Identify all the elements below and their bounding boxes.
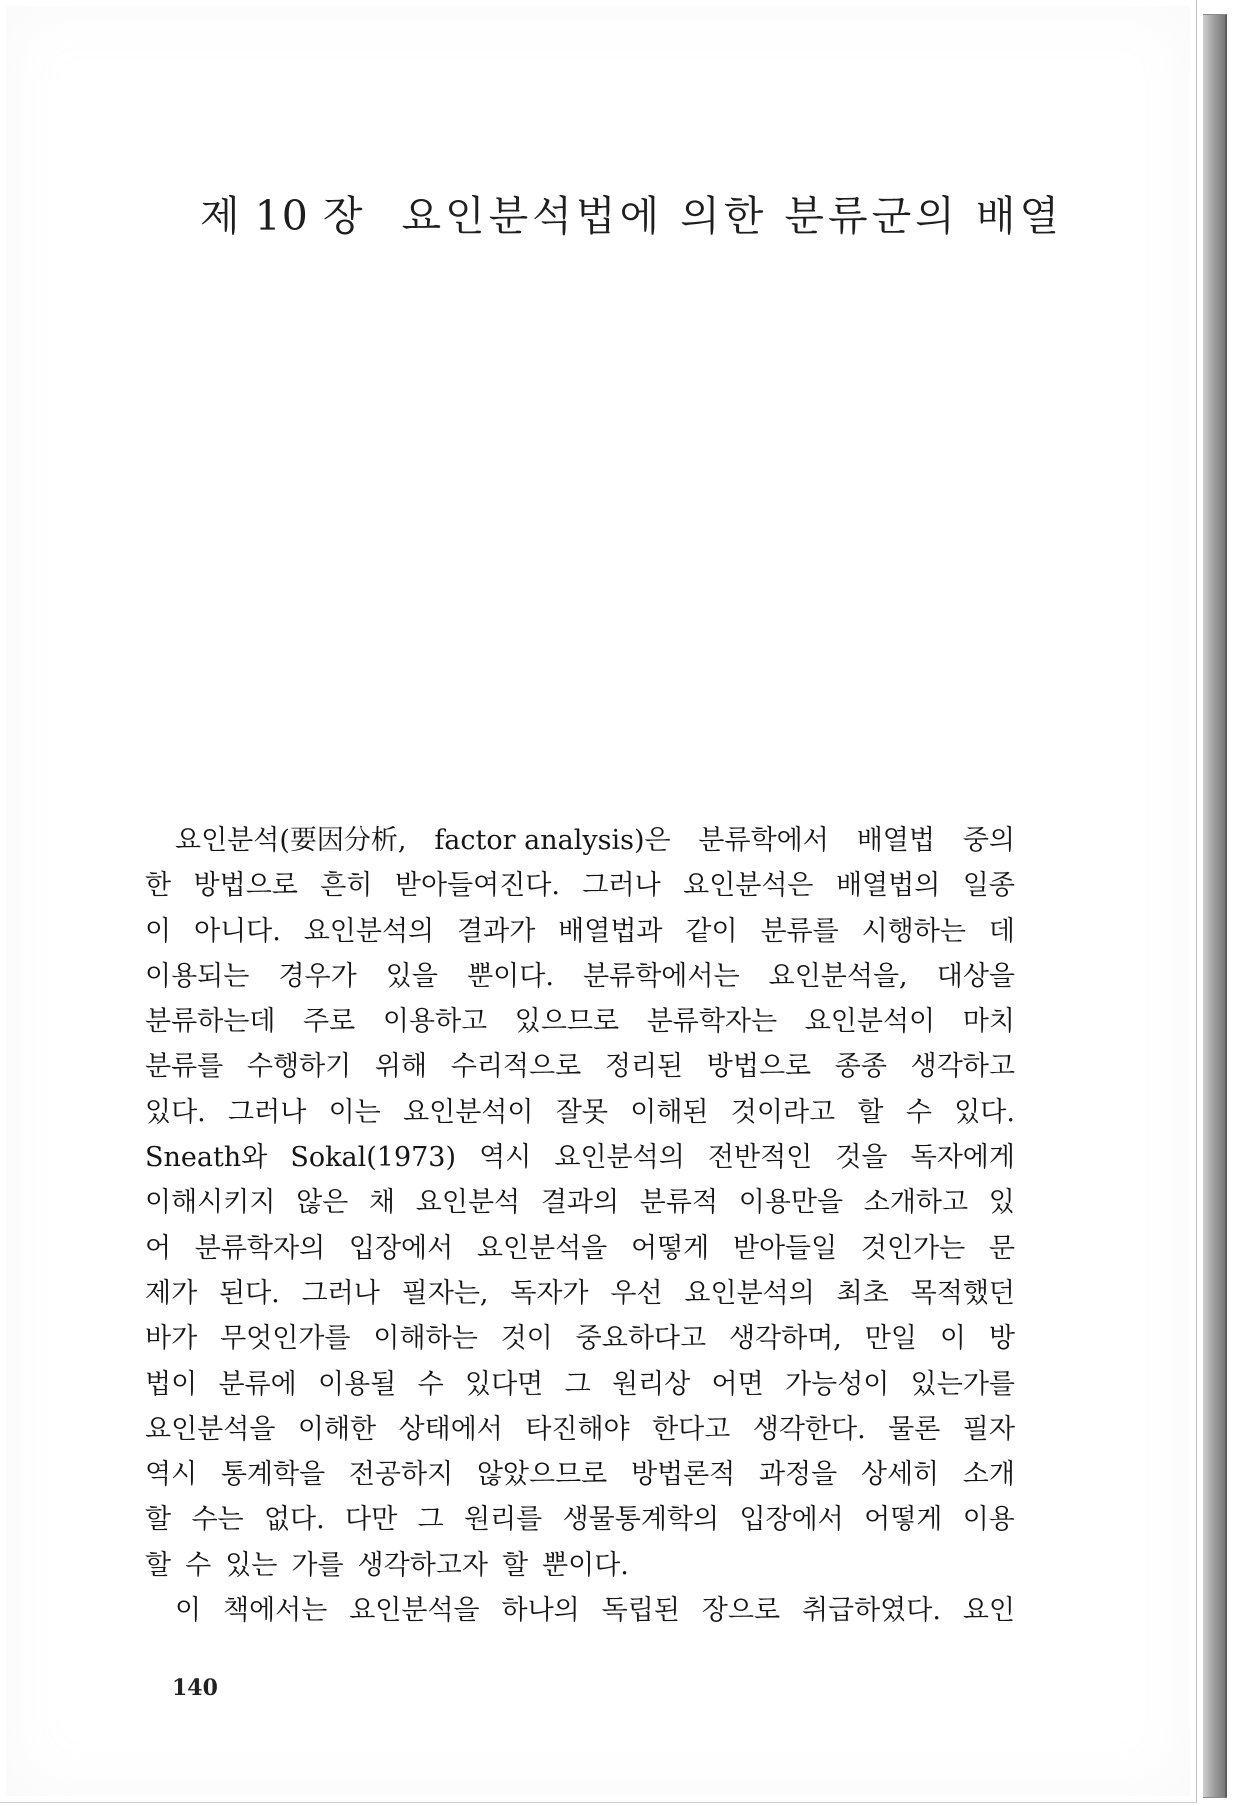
word: 결과의 <box>540 1187 620 1219</box>
word: 방법으로 <box>193 870 298 902</box>
word: 요인분석 <box>415 1187 521 1219</box>
word: 할 <box>857 1096 884 1128</box>
word: 이용 <box>962 1504 1015 1536</box>
word: 생각한다. <box>752 1413 866 1445</box>
word: 요인분석의 <box>303 915 435 947</box>
word: 할 <box>501 1549 529 1581</box>
word: 분류하는데 <box>145 1006 276 1038</box>
word: 이해한 <box>297 1413 377 1445</box>
word: 원리상 <box>611 1368 691 1400</box>
text-line <box>145 954 1015 999</box>
word: 우선 <box>610 1277 663 1309</box>
word: 필자 <box>962 1413 1015 1445</box>
word: 취급하였다. <box>801 1595 941 1627</box>
text-line <box>145 1226 1015 1271</box>
word: 배열법과 <box>558 915 663 947</box>
word: 요인분석이 <box>804 1006 936 1038</box>
word: 흔히 <box>320 870 373 902</box>
word: 생각하고 <box>910 1051 1015 1083</box>
word: 있는가를 <box>910 1368 1015 1400</box>
word: 이 <box>175 1595 202 1627</box>
word: 생각하며, <box>728 1323 842 1355</box>
word: 어떻게 <box>864 1504 943 1536</box>
word: 있다. <box>145 1096 206 1128</box>
word: 소개 <box>962 1459 1015 1491</box>
word: 주로 <box>303 1006 356 1038</box>
word: 이는 <box>328 1096 381 1128</box>
chapter-heading <box>200 183 1063 242</box>
word: 과정을 <box>758 1459 838 1491</box>
word: 일종 <box>962 870 1015 902</box>
word: 분류학에서 <box>698 825 829 856</box>
text-line <box>145 1362 1015 1407</box>
word: 가를 <box>291 1549 344 1581</box>
word: 요인분석이 <box>403 1096 534 1128</box>
word: 것이 <box>500 1323 553 1355</box>
word: 분류학자는 <box>646 1006 778 1038</box>
word: 이 <box>939 1323 966 1355</box>
word: 않은 <box>296 1187 349 1219</box>
text-line <box>145 1271 1015 1316</box>
word: 것을 <box>835 1142 888 1174</box>
word: 있는 <box>225 1549 278 1581</box>
word: 제가 <box>145 1277 198 1309</box>
word: 어떻게 <box>630 1232 710 1264</box>
chapter-title-text: 요인분석법에 의한 분류군의 배열 <box>401 192 1064 240</box>
text-line <box>145 1135 1015 1180</box>
word: 분류학자의 <box>194 1232 326 1264</box>
word: 요인분석의 <box>684 1277 815 1309</box>
word: 이 <box>145 915 172 947</box>
word: 배열법 <box>856 825 935 856</box>
word: factor analysis)은 <box>434 825 671 856</box>
text-line <box>145 999 1015 1044</box>
word: 없다. <box>263 1504 325 1536</box>
word: 다만 <box>345 1504 398 1536</box>
word: 수 <box>185 1549 212 1581</box>
word: 시행하는 <box>861 915 966 947</box>
word: 입장에서 <box>739 1504 844 1536</box>
word: 소개하고 <box>863 1187 969 1219</box>
chapter-number: 제 10 장 <box>200 192 364 240</box>
word: 독자에게 <box>910 1142 1015 1174</box>
word: 있으므로 <box>514 1006 620 1038</box>
word: 된다. <box>219 1277 280 1309</box>
word: 요인분석은 <box>683 870 814 902</box>
word: 요인분석을 <box>476 1232 608 1264</box>
word: 원리를 <box>464 1504 543 1536</box>
word: 타진해야 <box>525 1413 630 1445</box>
word: 물론 <box>888 1413 941 1445</box>
word: 요인 <box>962 1595 1015 1627</box>
word: 같이 <box>685 915 738 947</box>
word: 있다면 <box>465 1368 544 1400</box>
word: 종종 <box>834 1051 887 1083</box>
word: 이용되는 <box>145 960 250 992</box>
word: 법이 <box>145 1368 198 1400</box>
word: Sneath와 <box>145 1142 268 1174</box>
word: 아니다. <box>193 915 281 947</box>
text-line <box>145 1588 1015 1633</box>
text-line <box>145 863 1015 908</box>
word: 분류를 <box>760 915 839 947</box>
text-line <box>145 1180 1015 1225</box>
word: 역시 <box>479 1142 532 1174</box>
word: 결과가 <box>457 915 536 947</box>
word: 데 <box>988 915 1015 947</box>
word: 이해하는 <box>373 1323 478 1355</box>
word: 마치 <box>962 1006 1015 1038</box>
word: 수 <box>417 1368 444 1400</box>
word: 한다고 <box>652 1413 731 1445</box>
word: 그러나 <box>228 1096 307 1128</box>
word: 요인분석을 <box>349 1595 480 1627</box>
word: 있 <box>988 1187 1015 1219</box>
word: 배열법의 <box>835 870 941 902</box>
word: 가능성이 <box>785 1368 890 1400</box>
page-number: 140 <box>172 1675 218 1701</box>
word: 문 <box>988 1232 1015 1264</box>
word: 어 <box>145 1232 172 1264</box>
word: 방 <box>988 1323 1015 1355</box>
word: 분류를 <box>145 1051 224 1083</box>
word: 할 <box>145 1504 172 1536</box>
word: 통계학을 <box>220 1459 326 1491</box>
word: 위해 <box>374 1051 428 1083</box>
word: 이해된 <box>630 1096 709 1128</box>
word: 만일 <box>864 1323 917 1355</box>
word: 생물통계학의 <box>562 1504 720 1536</box>
word: 수는 <box>191 1504 244 1536</box>
word: 대상을 <box>936 960 1015 992</box>
word: 것인가는 <box>860 1232 966 1264</box>
word: 독립된 <box>601 1595 680 1627</box>
word: 그러나 <box>301 1277 380 1309</box>
word: 채 <box>369 1187 396 1219</box>
word: 바가 <box>145 1323 198 1355</box>
word: 전반적인 <box>707 1142 813 1174</box>
word: 이용하고 <box>382 1006 488 1038</box>
word: 독자가 <box>510 1277 589 1309</box>
word: 어면 <box>711 1368 764 1400</box>
word: 방법으로 <box>706 1051 812 1083</box>
word: 이해시키지 <box>145 1187 276 1219</box>
word: 역시 <box>145 1459 198 1491</box>
text-line <box>145 909 1015 954</box>
word: 그 <box>564 1368 591 1400</box>
word: 중요하다고 <box>575 1323 707 1355</box>
word: 목적했던 <box>910 1277 1015 1309</box>
word: 요인분석의 <box>554 1142 685 1174</box>
word: 있다. <box>954 1096 1015 1128</box>
word: 이용만을 <box>738 1187 844 1219</box>
word: 받아들여진다. <box>394 870 560 902</box>
word: 분류적 <box>639 1187 719 1219</box>
word: 받아들일 <box>732 1232 838 1264</box>
word: 필자는, <box>401 1277 489 1309</box>
body-text <box>145 818 1015 1633</box>
word: 상태에서 <box>398 1413 503 1445</box>
word: 않았으므로 <box>476 1459 608 1491</box>
word: 무엇인가를 <box>220 1323 351 1355</box>
word: 경우가 <box>278 960 357 992</box>
word: 방법론적 <box>630 1459 736 1491</box>
word: 요인분석을, <box>768 960 908 992</box>
word: 입장에서 <box>348 1232 454 1264</box>
text-line <box>145 818 1015 863</box>
word: 그러나 <box>582 870 661 902</box>
word: 뿐이다. <box>467 960 554 992</box>
text-line <box>145 1452 1015 1497</box>
word: 분류학에서는 <box>583 960 740 992</box>
word: 이용될 <box>318 1368 397 1400</box>
word: 생각하고자 <box>357 1549 488 1581</box>
text-line <box>145 1316 1015 1361</box>
page-stack-edge <box>1203 14 1227 1798</box>
text-line <box>145 1044 1015 1089</box>
word: 전공하지 <box>348 1459 454 1491</box>
word: 상세히 <box>860 1459 940 1491</box>
word: 그 <box>417 1504 444 1536</box>
word: 장으로 <box>701 1595 781 1627</box>
word: 수행하기 <box>246 1051 352 1083</box>
word: 중의 <box>962 825 1015 856</box>
text-line <box>145 1090 1015 1135</box>
text-line <box>145 1497 1015 1542</box>
word: 정리된 <box>604 1051 684 1083</box>
word: Sokal(1973) <box>290 1142 457 1174</box>
word: 한 <box>145 870 172 902</box>
word: 수리적으로 <box>450 1051 582 1083</box>
word: 수 <box>905 1096 932 1128</box>
word: 할 <box>145 1549 172 1581</box>
word: 최초 <box>836 1277 889 1309</box>
word: 요인분석을 <box>145 1413 276 1445</box>
text-line <box>145 1407 1015 1452</box>
word: 것이라고 <box>730 1096 836 1128</box>
word: 잘못 <box>555 1096 608 1128</box>
word: 책에서는 <box>222 1595 328 1627</box>
text-line <box>145 1543 1015 1588</box>
word: 분류에 <box>218 1368 297 1400</box>
word: 있을 <box>385 960 438 992</box>
word: 하나의 <box>501 1595 580 1627</box>
word: 뿐이다. <box>542 1549 629 1581</box>
word: 요인분석(要因分析, <box>175 825 407 856</box>
